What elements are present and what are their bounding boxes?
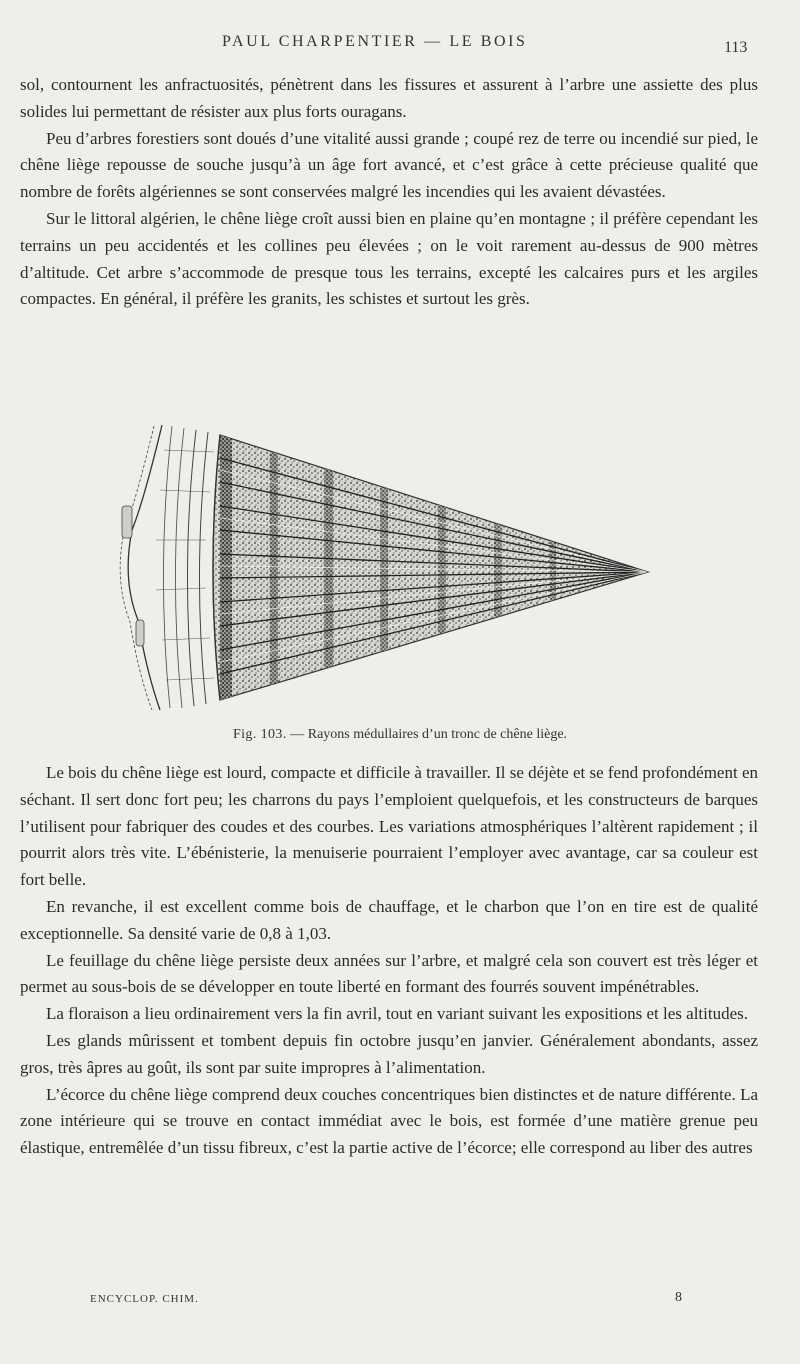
figure-illustration: [110, 410, 670, 730]
running-title: PAUL CHARPENTIER — LE BOIS: [222, 33, 528, 50]
paragraph: En revanche, il est excellent comme bois de chauffage, et le charbon que l’on en tire est de qualité exceptionnelle. Sa densité varie de 0,8 à 1,03.: [20, 896, 758, 943]
figure-caption: [0, 727, 800, 743]
paragraph: Peu d’arbres forestiers sont doués d’une vitalité aussi grande ; coupé rez de terre ou incendié sur pied, le chêne liège repousse de souche jusqu’à un âge fort avancé, et c’est grâce à cette précieuse qualité que nombre de forêts algériennes se sont conservées malgré les incendies qui les avaient dévastées.: [20, 128, 758, 202]
oak-trunk-medullary-rays-engraving: [110, 410, 670, 730]
page-number: 113: [724, 39, 748, 56]
body-text-bottom: [20, 760, 758, 1162]
running-head: [0, 33, 800, 59]
paragraph: Le bois du chêne liège est lourd, compacte et difficile à travailler. Il se déjète et se fend profondément en séchant. Il sert donc fort peu; les charrons du pays l’emploient quelquefois, et les constructeurs de barques l’utilisent pour fabriquer des coudes et des courbes. Les variations atmosphériques l’altèrent rapidement ; il pourrit alors très vite. L’ébénisterie, la menuiserie pourraient l’employer avec avantage, car sa couleur est fort belle.: [20, 763, 758, 890]
paragraph: Sur le littoral algérien, le chêne liège croît aussi bien en plaine qu’en montagne ; il préfère cependant les terrains un peu accidentés et les collines peu élevées ; on le voit rarement au-dessus de 900 mètres d’altitude. Cet arbre s’accommode de presque tous les terrains, excepté les calcaires purs et les argiles compactes. En général, il préfère les granits, les schistes et surtout les grès.: [20, 208, 758, 309]
paragraph: L’écorce du chêne liège comprend deux couches concentriques bien distinctes et de nature différente. La zone intérieure qui se trouve en contact immédiat avec le bois, est formée d’une matière grenue peu élastique, entremêlée d’un tissu fibreux, c’est la partie active de l’écorce; elle correspond au liber des autres: [20, 1084, 758, 1158]
sheet-number: 8: [675, 1290, 682, 1305]
figure-caption-text: — Rayons médullaires d’un tronc de chêne liège.: [290, 727, 568, 742]
paragraph: sol, contournent les anfractuosités, pénètrent dans les fissures et assurent à l’arbre une assiette des plus solides lui permettant de résister aux plus forts ouragans.: [20, 75, 758, 121]
paragraph: La floraison a lieu ordinairement vers la fin avril, tout en variant suivant les expositions et les altitudes.: [46, 1004, 749, 1024]
body-text-top: [20, 72, 758, 313]
signature-mark: ENCYCLOP. CHIM.: [90, 1293, 199, 1305]
paragraph: Le feuillage du chêne liège persiste deux années sur l’arbre, et malgré cela son couvert est très léger et permet au sous-bois de se développer en toute liberté en formant des fourrés souvent impénétrables.: [20, 950, 758, 997]
figure-label: Fig. 103.: [232, 727, 287, 742]
paragraph: Les glands mûrissent et tombent depuis fin octobre jusqu’en janvier. Généralement abondants, assez gros, très âpres au goût, ils sont par suite impropres à l’alimentation.: [20, 1030, 758, 1077]
